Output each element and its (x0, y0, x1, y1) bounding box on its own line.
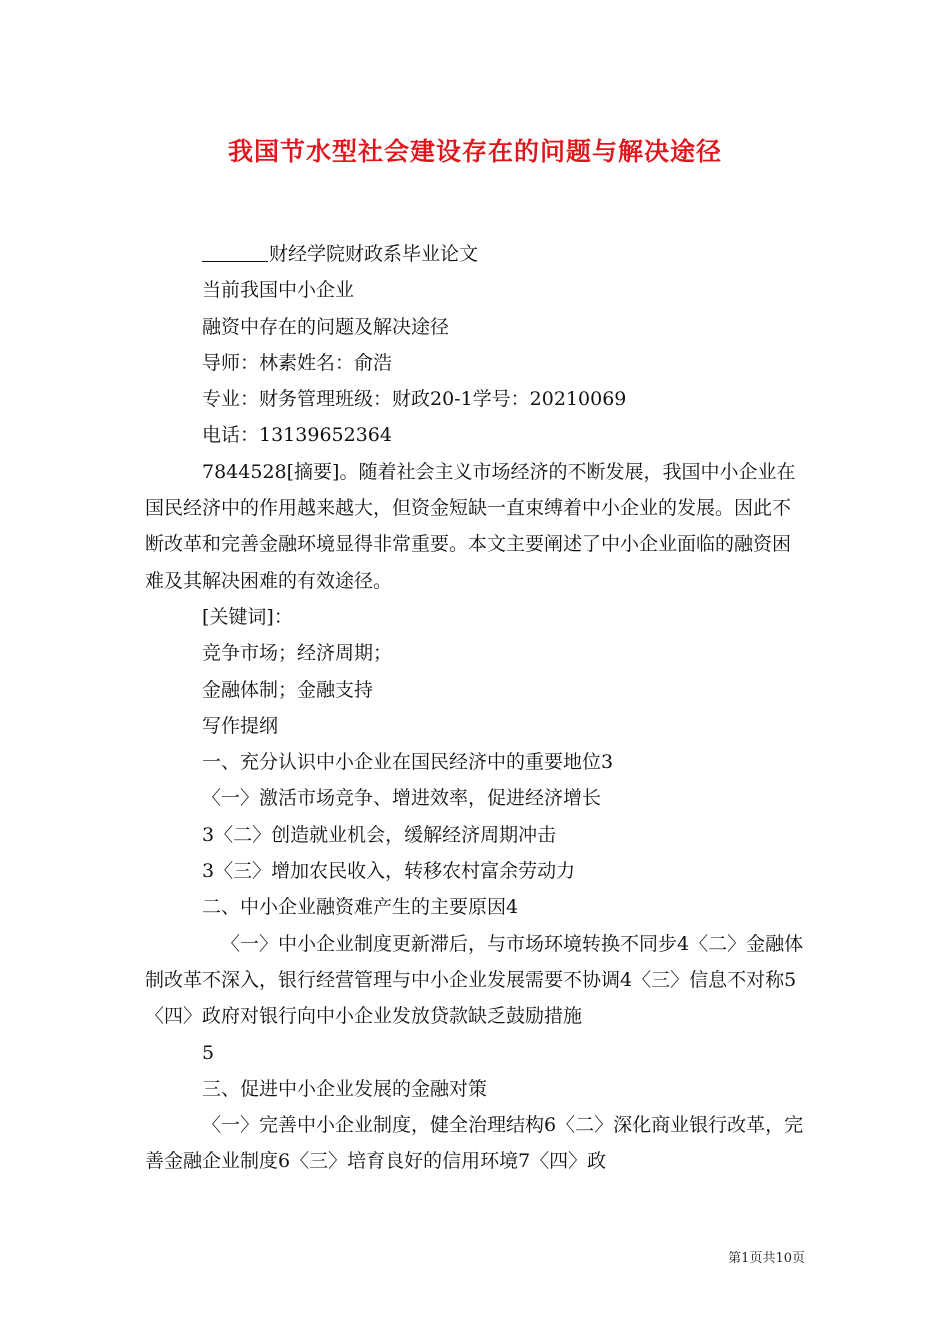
keywords-line-2: 金融体制；金融支持 (202, 678, 374, 701)
line-major: 专业：财务管理班级：财政20-1学号：20210069 (202, 388, 627, 411)
outline-heading: 写作提纲 (202, 714, 279, 737)
line-subtitle-2: 融资中存在的问题及解决途径 (202, 315, 450, 338)
outline-section-1: 一、充分认识中小企业在国民经济中的重要地位3 (202, 751, 614, 774)
outline-section-2: 二、中小企业融资难产生的主要原因4 (202, 896, 519, 919)
line-phone: 电话：13139652364 (202, 424, 392, 447)
document-body (145, 236, 807, 1180)
keywords-line-1: 竞争市场；经济周期； (202, 642, 393, 665)
outline-items-3: 〈一〉完善中小企业制度，健全治理结构6〈二〉深化商业银行改革，完善金融企业制度6〈三〉培育良好的信用环境7〈四〉政 (145, 1114, 804, 1173)
blank-underline (202, 239, 268, 262)
document-title: 我国节水型社会建设存在的问题与解决途径 (227, 137, 722, 166)
keywords-label: [关键词]： (202, 605, 293, 628)
outline-section-3: 三、促进中小企业发展的金融对策 (202, 1077, 488, 1100)
outline-item-1b: 3〈二〉创造就业机会，缓解经济周期冲击 (202, 823, 557, 846)
outline-item-1c: 3〈三〉增加农民收入，转移农村富余劳动力 (202, 860, 576, 883)
line-advisor: 导师：林素姓名：俞浩 (202, 351, 393, 374)
outline-item-1a: 〈一〉激活市场竞争、增进效率，促进经济增长 (202, 787, 602, 810)
page-footer: 第1页共10页 (728, 1251, 805, 1266)
line-faculty: 财经学院财政系毕业论文 (145, 236, 807, 272)
abstract-paragraph: 7844528[摘要]。随着社会主义市场经济的不断发展，我国中小企业在国民经济中的作用越来越大，但资金短缺一直束缚着中小企业的发展。因此不断改革和完善金融环境显得非常重要。本文主要阐述了中小企业面临的融资困难及其解决困难的有效途径。 (145, 460, 796, 592)
line-subtitle-1: 当前我国中小企业 (202, 279, 355, 302)
outline-items-2: 〈一〉中小企业制度更新滞后，与市场环境转换不同步4〈二〉金融体制改革不深入，银行经营管理与中小企业发展需要不协调4〈三〉信息不对称5〈四〉政府对银行向中小企业发放贷款缺乏鼓励措施 (145, 932, 804, 1028)
outline-page-number: 5 (202, 1041, 215, 1064)
